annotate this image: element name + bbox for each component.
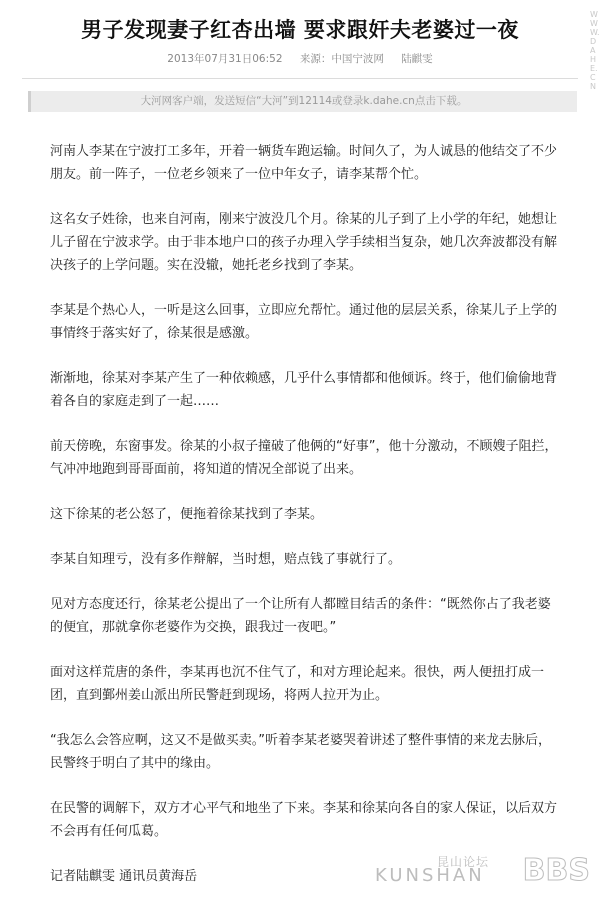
publish-date: 2013年07月31日06:52 <box>167 53 283 65</box>
article-paragraph: 前天傍晚，东窗事发。徐某的小叔子撞破了他俩的“好事”，他十分激动，不顾嫂子阻拦，气冲冲地跑到哥哥面前，将知道的情况全部说了出来。 <box>50 439 558 477</box>
article-paragraph: 河南人李某在宁波打工多年，开着一辆货车跑运输。时间久了，为人诚恳的他结交了不少朋友。前一阵子，一位老乡领来了一位中年女子，请李某帮个忙。 <box>50 144 558 182</box>
site-watermark: WWW.DAHE.CN <box>590 10 600 91</box>
article-byline: 记者陆麒雯 通讯员黄海岳 <box>50 869 198 884</box>
article-paragraph: 李某自知理亏，没有多作辩解，当时想，赔点钱了事就行了。 <box>50 552 402 567</box>
article-paragraph: 这名女子姓徐，也来自河南，刚来宁波没几个月。徐某的儿子到了上小学的年纪，她想让儿子留在宁波求学。由于非本地户口的孩子办理入学手续相当复杂，她几次奔波都没有解决孩子的上学问题。实在没辙，她托老乡找到了李某。 <box>50 212 558 273</box>
article-paragraph: 在民警的调解下，双方才心平气和地坐了下来。李某和徐某向各自的家人保证，以后双方不会再有任何瓜葛。 <box>50 801 558 839</box>
forum-watermark-logo <box>375 853 590 889</box>
article-paragraph: 这下徐某的老公怒了，便拖着徐某找到了李某。 <box>50 507 324 522</box>
article-paragraph: 李某是个热心人，一听是这么回事，立即应允帮忙。通过他的层层关系，徐某儿子上学的事情终于落实好了，徐某很是感激。 <box>50 303 558 341</box>
article-paragraph: 面对这样荒唐的条件，李某再也沉不住气了，和对方理论起来。很快，两人便扭打成一团，直到鄞州姜山派出所民警赶到现场，将两人拉开为止。 <box>50 665 545 703</box>
watermark-cn-text: 昆山论坛 <box>437 855 490 869</box>
article-paragraph: 渐渐地，徐某对李某产生了一种依赖感，几乎什么事情都和他倾诉。终于，他们偷偷地背着各自的家庭走到了一起…… <box>50 371 558 409</box>
watermark-bbs-text: BBS <box>522 853 590 888</box>
app-download-notice[interactable]: 大河网客户端，发送短信“大河”到12114或登录k.dahe.cn点击下载。 <box>28 91 577 112</box>
article-meta <box>0 51 600 66</box>
article-title: 男子发现妻子红杏出墙 要求跟奸夫老婆过一夜 <box>81 17 519 42</box>
article-body <box>50 140 562 910</box>
header-divider <box>22 78 578 79</box>
article-paragraph: “我怎么会答应啊，这又不是做买卖。”听着李某老婆哭着讲述了整件事情的来龙去脉后，民警终于明白了其中的缘由。 <box>50 733 551 771</box>
article-paragraph: 见对方态度还行，徐某老公提出了一个让所有人都瞠目结舌的条件：“既然你占了我老婆的便宜，那就拿你老婆作为交换，跟我过一夜吧。” <box>50 597 551 635</box>
watermark-en-text: KUNSHAN <box>375 865 485 886</box>
article-source[interactable]: 来源：中国宁波网 <box>299 53 384 65</box>
article-author: 陆麒雯 <box>401 53 433 65</box>
